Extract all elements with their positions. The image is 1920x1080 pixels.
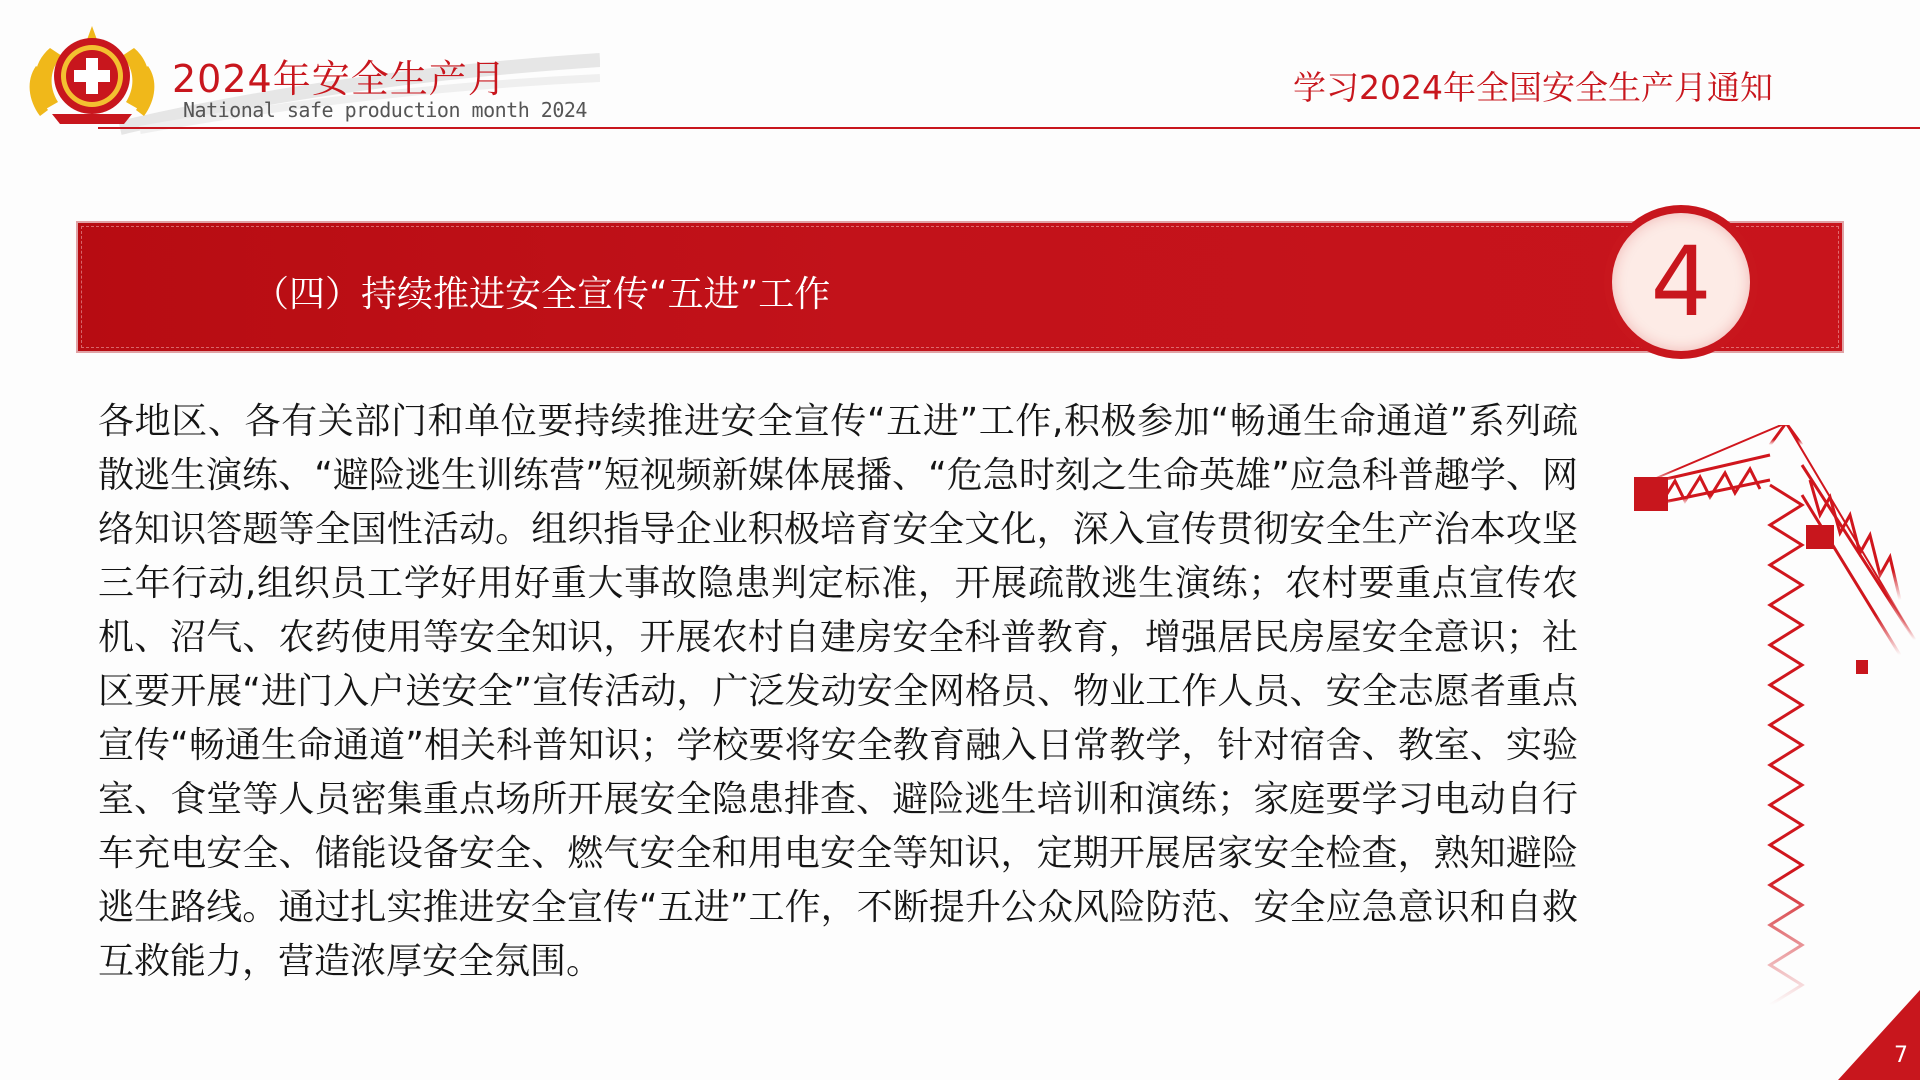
- header-topic-title: 学习2024年全国安全生产月通知: [1293, 68, 1773, 107]
- section-title: （四）持续推进安全宣传“五进”工作: [253, 274, 831, 315]
- section-number: 4: [1650, 226, 1712, 338]
- brand-title: 2024年安全生产月: [172, 57, 507, 101]
- section-number-badge-inner: [1612, 213, 1750, 351]
- section-number-badge: [1604, 205, 1758, 359]
- page-number: 7: [1894, 1043, 1908, 1068]
- header-divider: [98, 127, 1920, 129]
- safety-emblem-icon: [22, 18, 162, 128]
- brand-subtitle: National safe production month 2024: [183, 98, 587, 122]
- slide-header: [0, 0, 1920, 135]
- tower-crane-icon: [1630, 425, 1920, 1025]
- section-banner: [76, 221, 1844, 353]
- body-paragraph: 各地区、各有关部门和单位要持续推进安全宣传“五进”工作,积极参加“畅通生命通道”系列疏散逃生演练、“避险逃生训练营”短视频新媒体展播、“危急时刻之生命英雄”应急科普趣学、网络知识答题等全国性活动。组织指导企业积极培育安全文化，深入宣传贯彻安全生产治本攻坚三年行动,组织员工学好用好重大事故隐患判定标准，开展疏散逃生演练；农村要重点宣传农机、沼气、农药使用等安全知识，开展农村自建房安全科普教育，增强居民房屋安全意识；社区要开展“进门入户送安全”宣传活动，广泛发动安全网格员、物业工作人员、安全志愿者重点宣传“畅通生命通道”相关科普知识；学校要将安全教育融入日常教学，针对宿舍、教室、实验室、食堂等人员密集重点场所开展安全隐患排查、避险逃生培训和演练；家庭要学习电动自行车充电安全、储能设备安全、燃气安全和用电安全等知识，定期开展居家安全检查，熟知避险逃生路线。通过扎实推进安全宣传“五进”工作，不断提升公众风险防范、安全应急意识和自救互救能力，营造浓厚安全氛围。: [98, 401, 1578, 982]
